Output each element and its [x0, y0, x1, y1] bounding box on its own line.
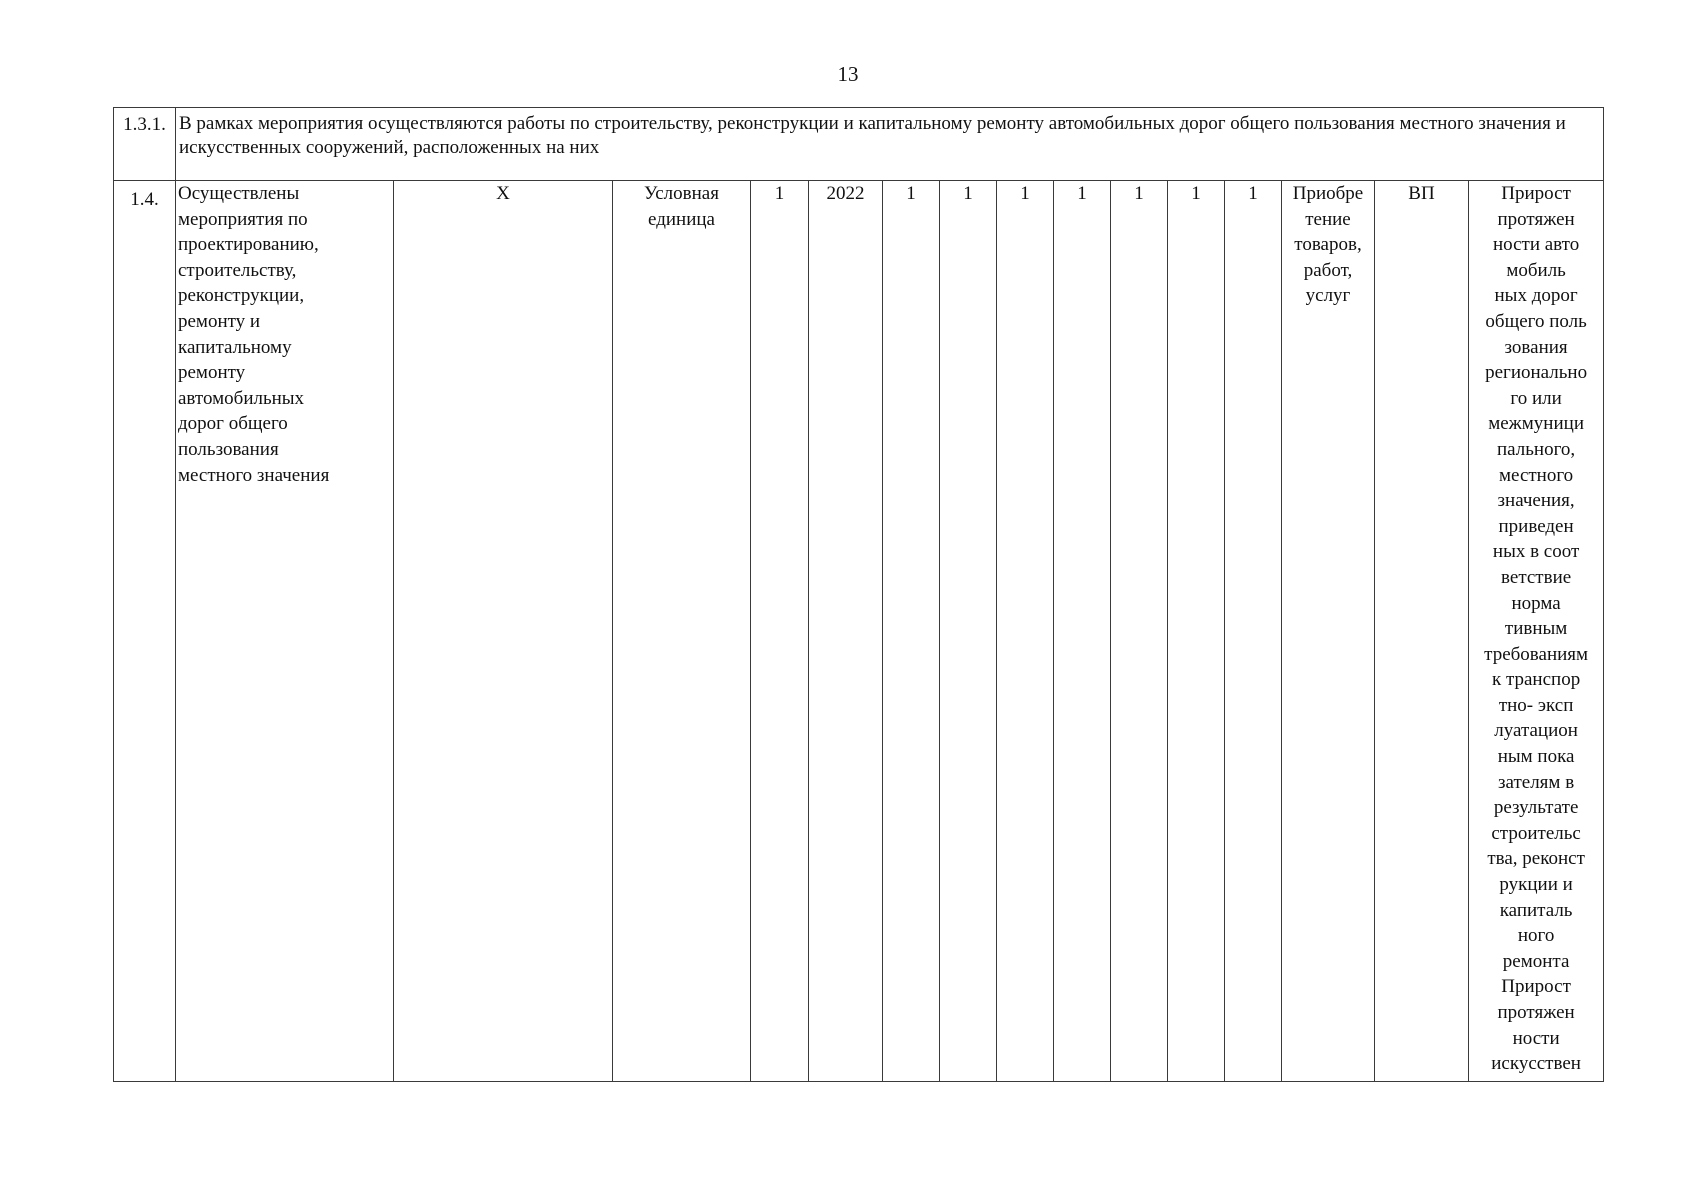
- yearly-value: 1: [1111, 181, 1168, 1082]
- table-row-section: [114, 108, 1604, 181]
- measure-number: 1.4.: [114, 181, 176, 1082]
- yearly-value: 1: [1225, 181, 1282, 1082]
- section-number: 1.3.1.: [114, 108, 176, 181]
- yearly-value: 1: [940, 181, 997, 1082]
- expense-type: Приобре тение товаров, работ, услуг: [1282, 181, 1375, 1082]
- expected-result: Прирост протяжен ности авто мобиль ных дорог общего поль зования регионально го или межмуници пального, местного значения, приведен ных в соот ветствие норма тивным требованиям к транспор тно- эксп луатацион ным пока зателям в результате строительс тва, реконст рукции и капиталь ного ремонта Прирост протяжен ности искусствен: [1469, 181, 1604, 1082]
- table-row-measure: [114, 181, 1604, 1082]
- yearly-value: 1: [997, 181, 1054, 1082]
- base-year: 2022: [809, 181, 883, 1082]
- yearly-value: 1: [1168, 181, 1225, 1082]
- yearly-value: 1: [883, 181, 940, 1082]
- page-number: 13: [837, 62, 859, 86]
- base-value: 1: [751, 181, 809, 1082]
- measure-name: Осуществлены мероприятия по проектированию, строительству, реконструкции, ремонту и капитальному ремонту автомобильных дорог общего пользования местного значения: [176, 181, 394, 1082]
- section-description: В рамках мероприятия осуществляются работы по строительству, реконструкции и капитальному ремонту автомобильных дорог общего пользования местного значения и искусственных сооружений, расположенных на них: [176, 108, 1604, 181]
- expense-abbreviation: ВП: [1375, 181, 1469, 1082]
- program-table: [113, 107, 1604, 1082]
- measure-unit: Условная единица: [613, 181, 751, 1082]
- yearly-value: 1: [1054, 181, 1111, 1082]
- measure-mark: Х: [394, 181, 613, 1082]
